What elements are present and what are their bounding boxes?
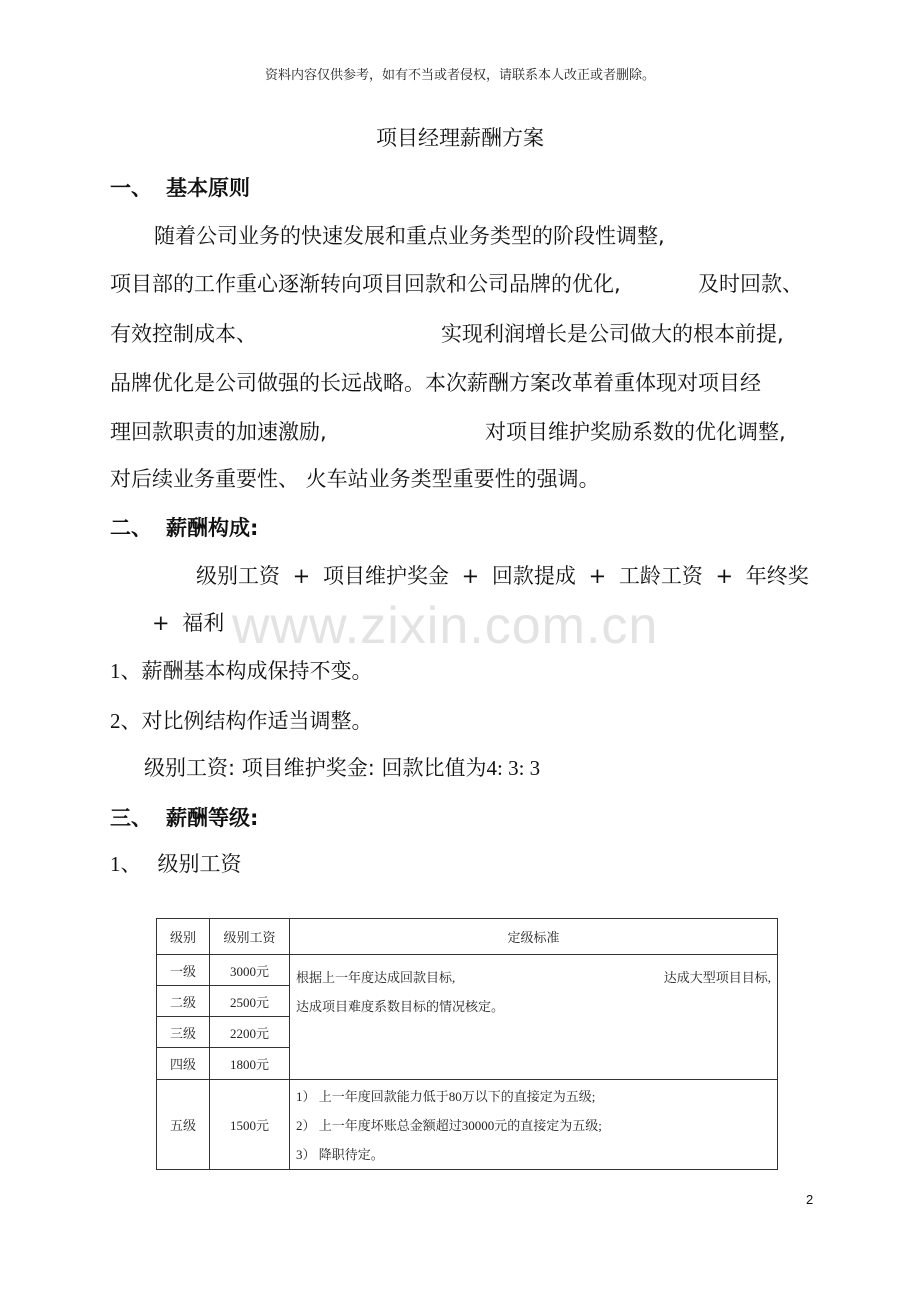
level-cell: 四级 [157,1048,210,1080]
condition-item: 3） 降职待定。 [296,1147,384,1162]
section3-heading: 薪酬等级: [166,806,259,830]
section3-number: 三、 [110,806,152,830]
level-cell: 一级 [157,955,210,986]
ratio-value: 4: 3: 3 [486,756,541,780]
section1-line-1: 随着公司业务的快速发展和重点业务类型的阶段性调整, [154,224,665,248]
criteria-part1: 根据上一年度达成回款目标, [296,970,456,985]
table-header-row [157,919,778,955]
section1-line-5: 理回款职责的加速激励, [110,420,327,444]
level-cell: 二级 [157,986,210,1017]
ratio-label: 级别工资: 项目维护奖金: 回款比值为 [144,756,487,780]
header-level: 级别 [157,919,210,955]
section1-line-6: 对后续业务重要性、 火车站业务类型重要性的强调。 [110,467,600,491]
criteria-part3: 达成项目难度系数目标的情况核定。 [296,999,505,1014]
section1-line-3: 有效控制成本、 [110,322,257,346]
salary-cell: 2500元 [210,986,290,1017]
section2-number: 二、 [110,516,152,540]
salary-cell: 1800元 [210,1048,290,1080]
salary-cell: 3000元 [210,955,290,986]
salary-formula-line1: 级别工资 + 项目维护奖金 + 回款提成 + 工龄工资 + 年终奖 [196,564,809,588]
section1-line-2b: 及时回款、 [698,272,803,296]
level-cell: 三级 [157,1017,210,1048]
section1-heading: 基本原则 [166,176,250,200]
condition-item: 1） 上一年度回款能力低于80万以下的直接定为五级; [296,1089,596,1104]
conditions-cell [290,1080,778,1170]
header-salary: 级别工资 [210,919,290,955]
salary-grade-table [156,918,778,1170]
salary-cell: 1500元 [210,1080,290,1170]
salary-cell: 2200元 [210,1017,290,1048]
item2-number: 2、 [110,709,142,733]
watermark: www.zixin.com.cn [232,597,659,655]
section1-line-4: 品牌优化是公司做强的长远战略。本次薪酬方案改革着重体现对项目经 [110,371,761,395]
salary-formula-line2: + 福利 [152,611,225,635]
condition-item: 2） 上一年度坏账总金额超过30000元的直接定为五级; [296,1118,602,1133]
document-title: 项目经理薪酬方案 [376,126,544,150]
page-number: 2 [806,1192,814,1207]
section1-line-2: 项目部的工作重心逐渐转向项目回款和公司品牌的优化, [110,272,621,296]
criteria-part2: 达成大型项目目标, [663,970,771,985]
criteria-cell [290,955,778,1080]
item2-text: 对比例结构作适当调整。 [141,709,373,733]
section1-line-5b: 对项目维护奖励系数的优化调整, [485,420,786,444]
section1-line-3b: 实现利润增长是公司做大的根本前提, [441,322,784,346]
item1-text: 薪酬基本构成保持不变。 [141,659,373,683]
level-cell: 五级 [157,1080,210,1170]
item1-number: 1、 [110,659,142,683]
subsection-heading: 级别工资 [157,852,242,876]
section1-number: 一、 [110,176,152,200]
header-notice: 资料内容仅供参考，如有不当或者侵权，请联系本人改正或者删除。 [264,68,655,83]
table-row [157,955,778,986]
table-row [157,1080,778,1170]
section2-heading: 薪酬构成: [166,516,259,540]
subsection-number: 1、 [110,852,142,876]
header-criteria: 定级标准 [290,919,778,955]
